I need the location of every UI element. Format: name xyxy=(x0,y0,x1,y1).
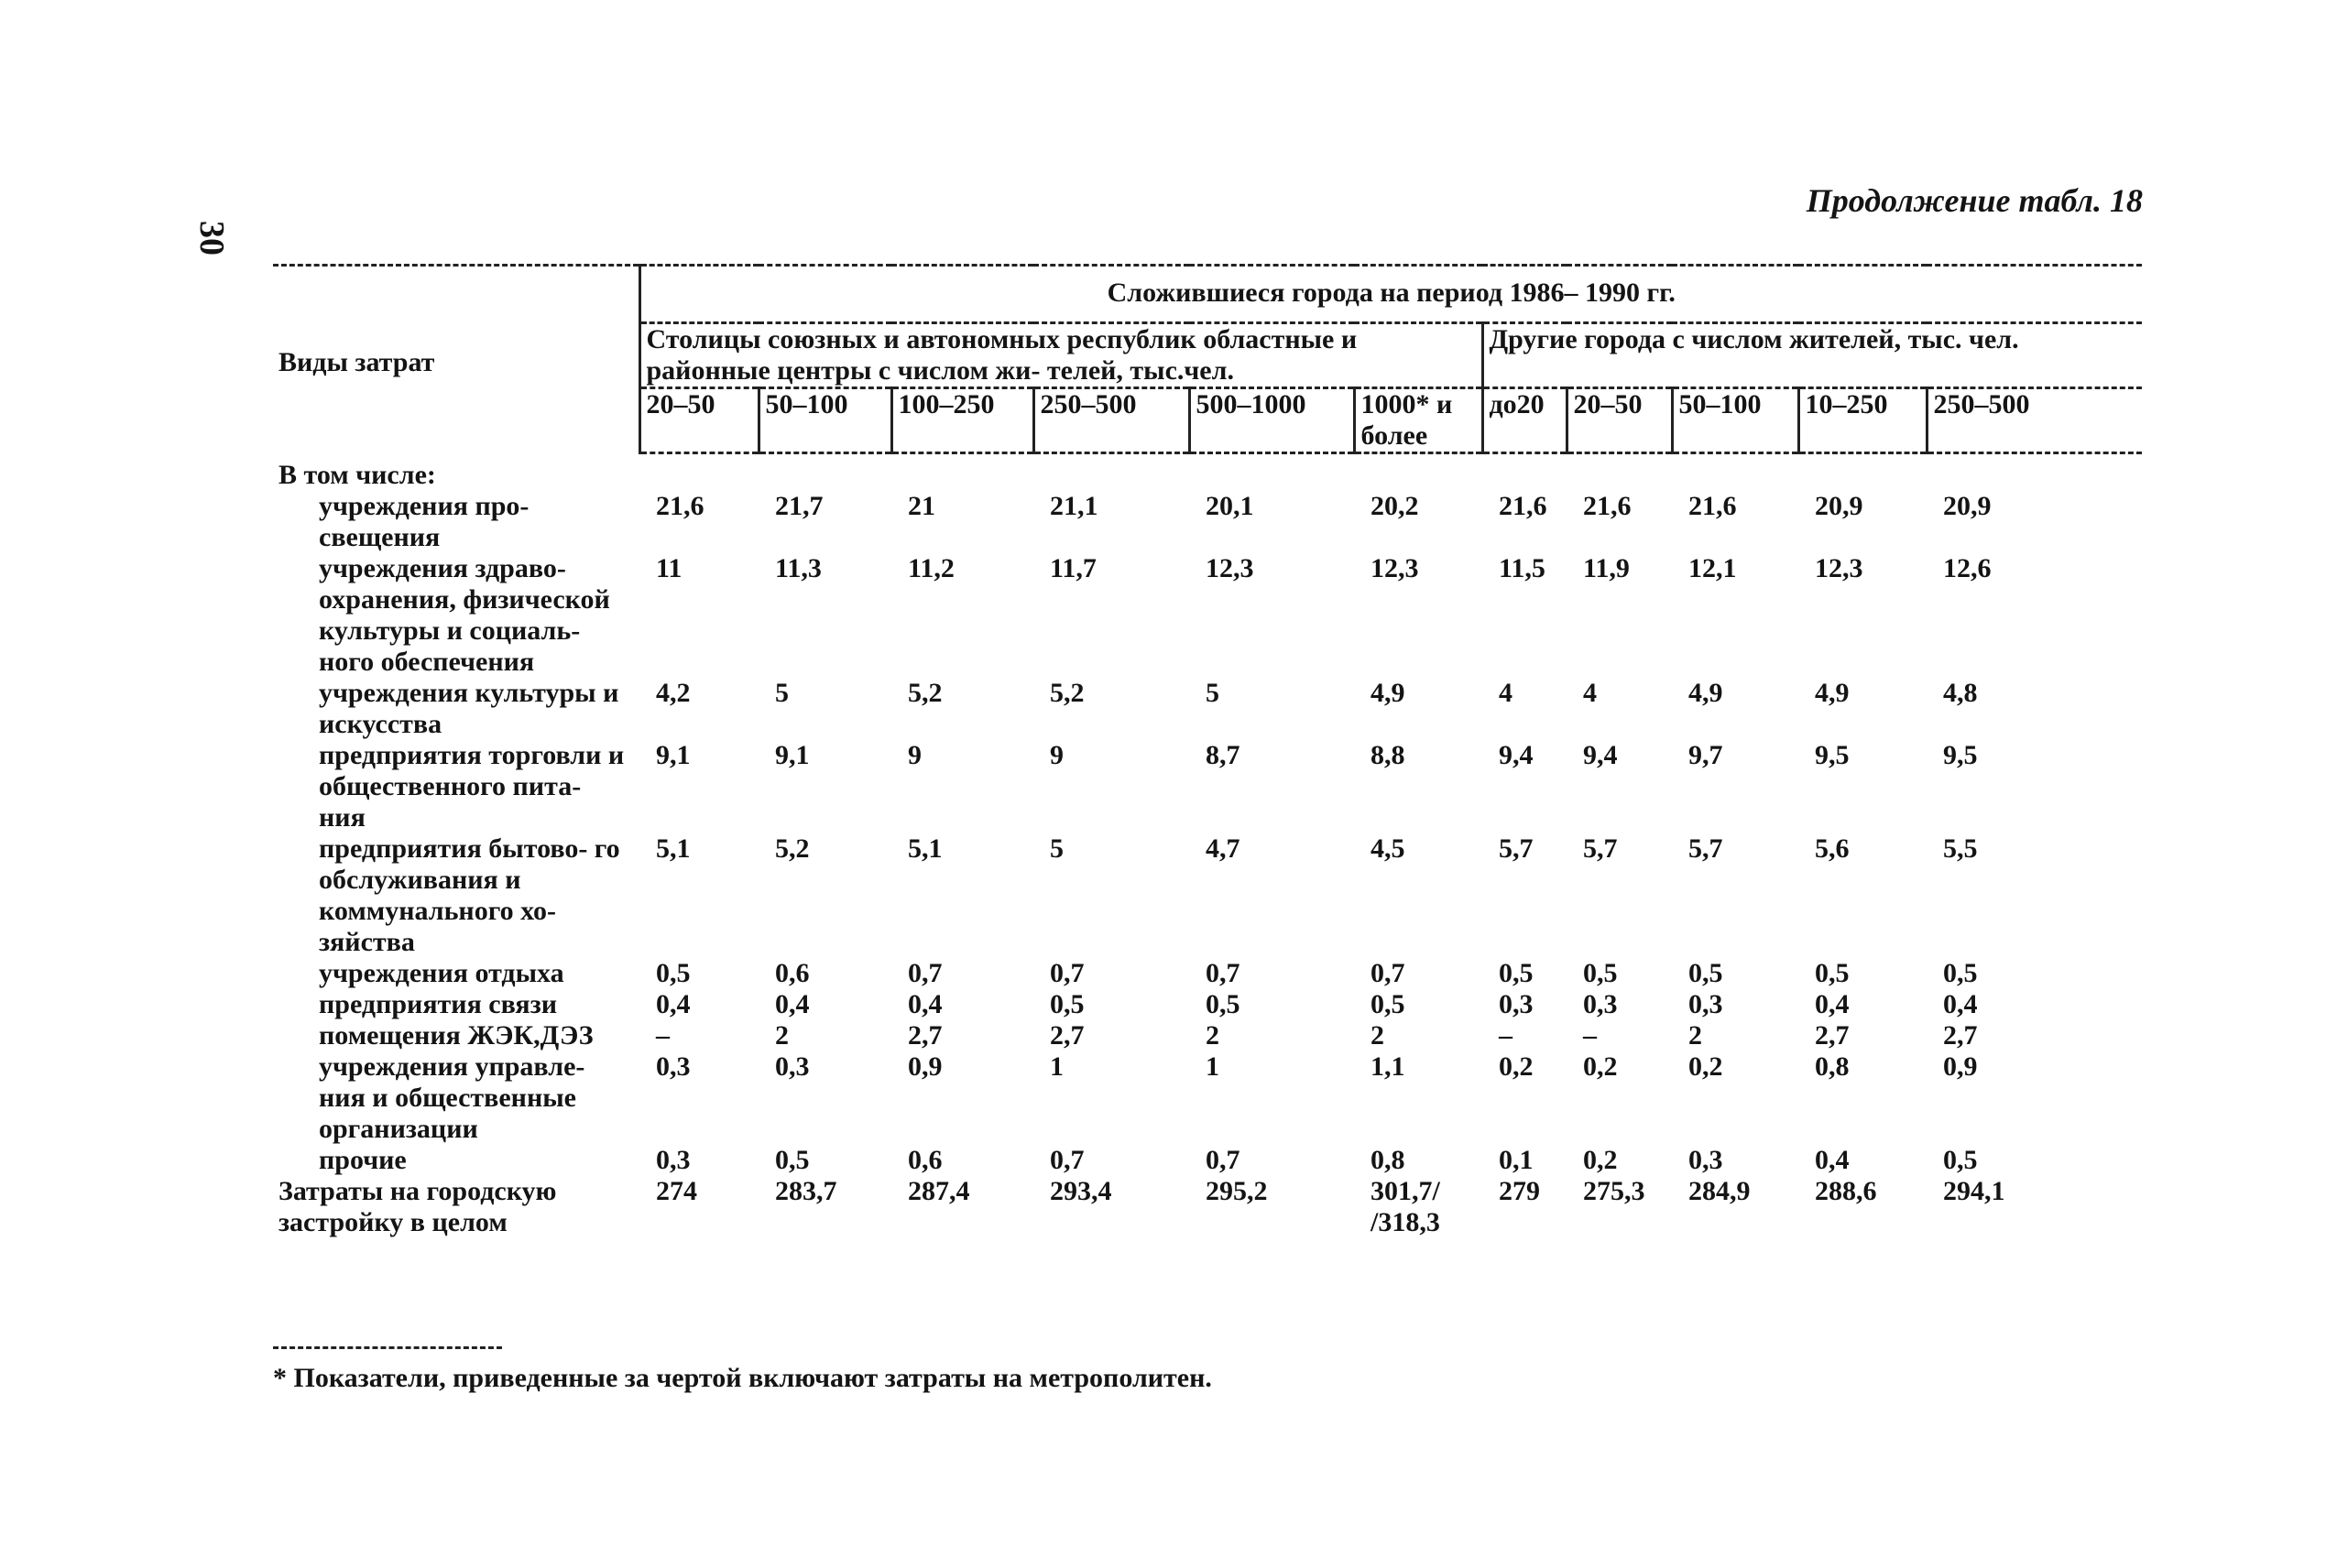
table-cell: 0,7 xyxy=(1050,1145,1085,1175)
table-cell: 0,3 xyxy=(1688,989,1723,1019)
continuation-label: Продолжение табл. 18 xyxy=(1806,182,2143,219)
row-label: предприятия торговли и общественного пита- ния xyxy=(319,740,625,833)
subgroup-other-header: Другие города с числом жителей, тыс. чел. xyxy=(1482,323,2142,388)
row-label: учреждения здраво- охранения, физической культуры и социаль- ного обеспечения xyxy=(319,553,610,677)
table-cell: 0,5 xyxy=(1815,958,1850,988)
table-cell: 1 xyxy=(1206,1051,1219,1082)
table-cell: 5 xyxy=(1206,678,1219,708)
table-cell: 0,6 xyxy=(908,1145,943,1175)
table-cell: 5,7 xyxy=(1688,833,1723,864)
table-cell: 0,2 xyxy=(1583,1051,1618,1082)
table-cell: 5 xyxy=(775,678,789,708)
group-header: Сложившиеся города на период 1986– 1990 гг. xyxy=(639,266,2142,323)
table-cell: 4 xyxy=(1499,678,1512,708)
table-row xyxy=(273,1051,2142,1145)
table-cell: 5,6 xyxy=(1815,833,1850,864)
table-row xyxy=(273,833,2142,958)
table-cell: 20,1 xyxy=(1206,491,1254,521)
header-row-group xyxy=(273,266,2142,323)
table-cell: 5,2 xyxy=(1050,678,1085,708)
table-cell: 5,7 xyxy=(1499,833,1534,864)
table-cell: 9,4 xyxy=(1583,740,1618,770)
table-cell: 0,7 xyxy=(1206,958,1240,988)
table-cell: 12,3 xyxy=(1815,553,1863,583)
table-cell: 4,5 xyxy=(1370,833,1405,864)
table-cell: 4,9 xyxy=(1370,678,1405,708)
table-row xyxy=(273,1145,2142,1176)
table-cell: 0,4 xyxy=(908,989,943,1019)
table-cell: 5,2 xyxy=(908,678,943,708)
table-cell: 0,3 xyxy=(1583,989,1618,1019)
table-cell: 20,9 xyxy=(1943,491,1992,521)
table-cell: 0,3 xyxy=(656,1145,691,1175)
table-cell: 275,3 xyxy=(1583,1176,1645,1206)
table-cell: 9,7 xyxy=(1688,740,1723,770)
row-label: помещения ЖЭК,ДЭЗ xyxy=(319,1020,594,1051)
table-row xyxy=(273,740,2142,833)
table-cell: 5,5 xyxy=(1943,833,1978,864)
table-cell: 2,7 xyxy=(1815,1020,1850,1051)
band-header: 50–100 xyxy=(1672,388,1798,453)
table-cell: 9,5 xyxy=(1943,740,1978,770)
table-cell: 0,5 xyxy=(656,958,691,988)
table-cell: 0,7 xyxy=(1206,1145,1240,1175)
table-cell: 11,7 xyxy=(1050,553,1097,583)
table-cell: 11 xyxy=(656,553,683,583)
table-cell: 0,7 xyxy=(1050,958,1085,988)
table-cell: 21 xyxy=(908,491,935,521)
row-label: прочие xyxy=(319,1145,407,1175)
table-cell: 0,8 xyxy=(1815,1051,1850,1082)
table-cell: 2 xyxy=(1370,1020,1384,1051)
table-cell: 274 xyxy=(656,1176,697,1206)
table-cell: 0,4 xyxy=(656,989,691,1019)
table-cell: 4 xyxy=(1583,678,1597,708)
band-header: 20–50 xyxy=(639,388,759,453)
table-cell: 293,4 xyxy=(1050,1176,1112,1206)
table-cell: 2 xyxy=(1206,1020,1219,1051)
table-cell: 0,9 xyxy=(1943,1051,1978,1082)
table-cell: 12,3 xyxy=(1206,553,1254,583)
band-header: 1000* и более xyxy=(1354,388,1482,453)
table-cell: 2,7 xyxy=(1943,1020,1978,1051)
table-cell: 284,9 xyxy=(1688,1176,1751,1206)
row-label: предприятия бытово- го обслуживания и коммунального хо- зяйства xyxy=(319,833,620,957)
table-cell: 21,6 xyxy=(656,491,704,521)
table-row xyxy=(273,989,2142,1020)
table-cell: 21,6 xyxy=(1499,491,1547,521)
table-cell: 8,7 xyxy=(1206,740,1240,770)
table-cell: – xyxy=(1583,1020,1597,1051)
page-number: 30 xyxy=(192,221,231,256)
row-label: учреждения управле- ния и общественные организации xyxy=(319,1051,585,1144)
table-cell: 5,7 xyxy=(1583,833,1618,864)
table-cell: 9,1 xyxy=(656,740,691,770)
table-cell: 0,3 xyxy=(775,1051,810,1082)
table-cell: 0,3 xyxy=(656,1051,691,1082)
band-header: 250–500 xyxy=(1927,388,2142,453)
table-cell: 21,1 xyxy=(1050,491,1098,521)
table-cell: 21,6 xyxy=(1688,491,1737,521)
table-cell: 0,4 xyxy=(775,989,810,1019)
table-row xyxy=(273,1020,2142,1051)
table-cell: 1 xyxy=(1050,1051,1064,1082)
table-cell: 5 xyxy=(1050,833,1064,864)
table-cell: 11,5 xyxy=(1499,553,1545,583)
table-cell: 21,6 xyxy=(1583,491,1632,521)
table-cell: 12,3 xyxy=(1370,553,1419,583)
table-cell: 11,9 xyxy=(1583,553,1630,583)
band-header: 250–500 xyxy=(1033,388,1189,453)
table-cell: 11,3 xyxy=(775,553,822,583)
table-cell: 0,2 xyxy=(1688,1051,1723,1082)
band-header: 500–1000 xyxy=(1189,388,1354,453)
table-cell: 5,2 xyxy=(775,833,810,864)
table-cell: 0,5 xyxy=(1206,989,1240,1019)
table-cell: 20,2 xyxy=(1370,491,1419,521)
row-label: учреждения отдыха xyxy=(319,958,564,988)
table-cell: 0,8 xyxy=(1370,1145,1405,1175)
table-cell: 0,5 xyxy=(1583,958,1618,988)
table-cell: 12,6 xyxy=(1943,553,1992,583)
table-cell: 0,3 xyxy=(1688,1145,1723,1175)
row-label: учреждения про- свещения xyxy=(319,491,530,552)
table-cell: 279 xyxy=(1499,1176,1540,1206)
table-cell: 0,3 xyxy=(1499,989,1534,1019)
table-cell: 9,4 xyxy=(1499,740,1534,770)
table-row xyxy=(273,491,2142,553)
table-cell: – xyxy=(1499,1020,1512,1051)
table-cell: 287,4 xyxy=(908,1176,970,1206)
table-cell: 1,1 xyxy=(1370,1051,1405,1082)
table-cell: 2 xyxy=(1688,1020,1702,1051)
section-row xyxy=(273,453,2142,492)
table-cell: 0,5 xyxy=(1370,989,1405,1019)
total-row xyxy=(273,1176,2142,1238)
total-label: Затраты на городскую застройку в целом xyxy=(278,1176,557,1237)
table-cell: 2 xyxy=(775,1020,789,1051)
table-cell: 0,4 xyxy=(1815,1145,1850,1175)
table-cell: 0,5 xyxy=(1688,958,1723,988)
table-cell: 0,6 xyxy=(775,958,810,988)
table-cell: 283,7 xyxy=(775,1176,837,1206)
row-label: предприятия связи xyxy=(319,989,557,1019)
table-cell: 11,2 xyxy=(908,553,955,583)
row-label: учреждения культуры и искусства xyxy=(319,678,619,739)
table-cell: 4,9 xyxy=(1815,678,1850,708)
table-cell: 5,1 xyxy=(656,833,691,864)
table-cell: 288,6 xyxy=(1815,1176,1877,1206)
table-cell: 0,2 xyxy=(1583,1145,1618,1175)
band-header: 100–250 xyxy=(891,388,1033,453)
table-row xyxy=(273,553,2142,678)
table-row xyxy=(273,678,2142,740)
table-cell: 0,4 xyxy=(1815,989,1850,1019)
corner-header: Виды затрат xyxy=(273,266,639,453)
table-cell: 0,4 xyxy=(1943,989,1978,1019)
table-cell: 0,7 xyxy=(1370,958,1405,988)
table-cell: 301,7/ /318,3 xyxy=(1370,1176,1440,1237)
table-body xyxy=(273,491,2142,1238)
band-header: 10–250 xyxy=(1798,388,1927,453)
table-cell: 4,7 xyxy=(1206,833,1240,864)
footnote: * Показатели, приведенные за чертой включают затраты на метрополитен. xyxy=(273,1363,1212,1393)
table-cell: 9,5 xyxy=(1815,740,1850,770)
footnote-rule xyxy=(273,1346,502,1349)
band-header: до20 xyxy=(1482,388,1567,453)
table-cell: 0,7 xyxy=(908,958,943,988)
table-cell: 0,2 xyxy=(1499,1051,1534,1082)
band-header: 20–50 xyxy=(1567,388,1672,453)
table-cell: 0,5 xyxy=(1943,958,1978,988)
table-cell: 0,5 xyxy=(775,1145,810,1175)
table-cell: 2,7 xyxy=(1050,1020,1085,1051)
table-cell: 5,1 xyxy=(908,833,943,864)
table-cell: 4,2 xyxy=(656,678,691,708)
table-cell: 0,9 xyxy=(908,1051,943,1082)
table-cell: 21,7 xyxy=(775,491,824,521)
table-cell: 0,5 xyxy=(1499,958,1534,988)
table-cell: 295,2 xyxy=(1206,1176,1268,1206)
table-cell: 4,8 xyxy=(1943,678,1978,708)
table-cell: 9 xyxy=(908,740,922,770)
table-cell: 294,1 xyxy=(1943,1176,2005,1206)
table-cell: 9 xyxy=(1050,740,1064,770)
cost-table xyxy=(273,264,2142,1238)
section-label: В том числе: xyxy=(278,460,436,490)
table-cell: 20,9 xyxy=(1815,491,1863,521)
table-cell: 4,9 xyxy=(1688,678,1723,708)
table-cell: 9,1 xyxy=(775,740,810,770)
table-cell: 0,5 xyxy=(1050,989,1085,1019)
table-cell: 8,8 xyxy=(1370,740,1405,770)
table-cell: 0,5 xyxy=(1943,1145,1978,1175)
table-cell: – xyxy=(656,1020,670,1051)
table-row xyxy=(273,958,2142,989)
band-header: 50–100 xyxy=(759,388,891,453)
subgroup-capitals-header: Столицы союзных и автономных республик областные и районные центры с числом жи- телей, тыс.чел. xyxy=(639,323,1482,388)
table-cell: 12,1 xyxy=(1688,553,1737,583)
table-cell: 0,1 xyxy=(1499,1145,1534,1175)
table-cell: 2,7 xyxy=(908,1020,943,1051)
